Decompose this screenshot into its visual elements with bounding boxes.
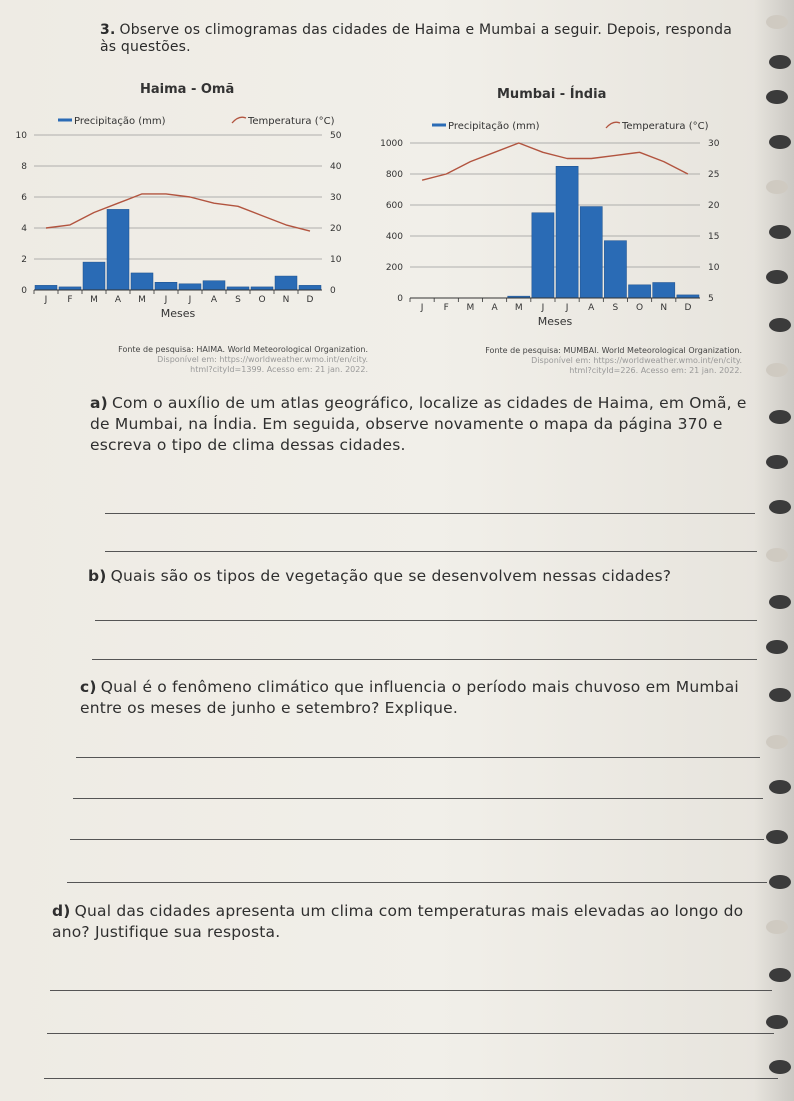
precip-tick-label: 8 (21, 162, 27, 172)
temp-line (422, 143, 688, 180)
temp-tick-label: 40 (330, 162, 342, 172)
temp-line (46, 194, 310, 231)
question-b-text: Quais são os tipos de vegetação que se desenvolvem nessas cidades? (110, 567, 672, 585)
binder-hole (769, 780, 791, 794)
precip-tick-label: 6 (21, 193, 27, 203)
legend-temp-swatch (232, 117, 246, 123)
temp-tick-label: 15 (708, 232, 720, 242)
month-label: O (636, 303, 644, 313)
chart-mumbai (372, 105, 750, 344)
precip-bar (155, 282, 177, 290)
binder-hole (769, 1060, 791, 1074)
month-label: N (660, 303, 668, 313)
exercise-intro (100, 22, 750, 56)
month-label: J (541, 303, 545, 313)
precip-bar (629, 285, 651, 298)
legend-temp-label: Temperatura (°C) (248, 116, 335, 127)
question-d-label: d) (52, 902, 71, 920)
exercise-instructions: Observe os climogramas das cidades de Haima e Mumbai a seguir. Depois, responda às questões. (100, 22, 732, 55)
precip-bar (83, 262, 105, 290)
temp-tick-label: 25 (708, 170, 720, 180)
precip-tick-label: 400 (385, 232, 403, 242)
precip-bar (107, 209, 129, 290)
source-haima-line3: html?cityId=1399. Acesso em: 21 jan. 2022. (190, 365, 368, 374)
temp-tick-label: 20 (330, 224, 342, 234)
month-label: N (282, 295, 290, 305)
precip-tick-label: 0 (21, 286, 27, 296)
precip-tick-label: 600 (385, 201, 403, 211)
question-a-label: a) (90, 394, 108, 412)
source-mumbai-line2: Disponível em: https://worldweather.wmo.int/en/city. (531, 356, 742, 365)
month-label: M (466, 303, 475, 313)
answer-line[interactable] (105, 513, 755, 514)
precip-tick-label: 4 (21, 224, 27, 234)
temp-tick-label: 10 (330, 255, 342, 265)
temp-tick-label: 50 (330, 131, 342, 141)
legend-precip-label: Precipitação (mm) (74, 116, 166, 127)
temp-tick-label: 0 (330, 286, 336, 296)
precip-bar (275, 276, 297, 290)
month-label: F (443, 303, 449, 313)
question-c (80, 677, 760, 719)
x-axis-title: Meses (537, 315, 573, 328)
month-label: O (258, 295, 266, 305)
month-label: D (684, 303, 692, 313)
question-b-label: b) (88, 567, 107, 585)
source-haima-line2: Disponível em: https://worldweather.wmo.int/en/city. (157, 355, 368, 364)
month-label: A (588, 303, 595, 313)
month-label: J (420, 303, 424, 313)
binder-hole (769, 410, 791, 424)
precip-bar (532, 213, 554, 298)
binder-hole (769, 875, 791, 889)
binder-hole (769, 135, 791, 149)
legend-precip-label: Precipitação (mm) (448, 121, 540, 132)
precip-bar (179, 284, 201, 290)
temp-tick-label: 30 (330, 193, 342, 203)
precip-bar (580, 207, 602, 298)
question-a-text: Com o auxílio de um atlas geográfico, localize as cidades de Haima, em Omã, e de Mumbai, na Índia. Em seguida, observe novamente o mapa da página 370 e escreva o tipo de clima dessas cidades. (90, 394, 747, 454)
question-d-text: Qual das cidades apresenta um clima com temperaturas mais elevadas ao longo do ano? Justifique sua resposta. (52, 902, 744, 941)
binder-hole (766, 548, 788, 562)
month-label: M (138, 295, 146, 305)
month-label: A (210, 295, 218, 305)
source-mumbai (380, 346, 742, 376)
source-haima-line1: Fonte de pesquisa: HAIMA. World Meteorological Organization. (118, 345, 368, 354)
month-label: F (67, 295, 73, 305)
binder-hole (766, 735, 788, 749)
binder-hole (766, 270, 788, 284)
answer-line[interactable] (70, 839, 764, 840)
binder-hole (766, 15, 788, 29)
precip-tick-label: 1000 (380, 139, 403, 149)
chart-haima (0, 100, 370, 344)
binder-hole (766, 180, 788, 194)
precip-bar (131, 273, 153, 290)
month-label: M (90, 295, 98, 305)
month-label: A (114, 295, 122, 305)
source-mumbai-line3: html?cityId=226. Acesso em: 21 jan. 2022. (569, 366, 742, 375)
month-label: S (235, 295, 241, 305)
answer-line[interactable] (92, 659, 757, 660)
binder-hole (769, 225, 791, 239)
answer-line[interactable] (44, 1078, 778, 1079)
precip-bar (35, 285, 57, 290)
exercise-number: 3. (100, 22, 116, 38)
temp-tick-label: 10 (708, 263, 720, 273)
precip-bar (203, 281, 225, 290)
month-label: M (514, 303, 523, 313)
precip-bar (604, 241, 626, 298)
x-axis-title: Meses (160, 307, 196, 320)
binder-hole (766, 363, 788, 377)
binder-hole (769, 688, 791, 702)
chart-title-haima: Haima - Omã (140, 82, 235, 97)
month-label: A (491, 303, 498, 313)
answer-line[interactable] (76, 757, 760, 758)
chart-mumbai-svg (372, 105, 750, 340)
chart-haima-svg (0, 100, 370, 340)
month-label: J (44, 295, 48, 305)
binder-hole (769, 595, 791, 609)
answer-line[interactable] (95, 620, 757, 621)
source-mumbai-line1: Fonte de pesquisa: MUMBAI. World Meteorological Organization. (485, 346, 742, 355)
month-label: D (306, 295, 314, 305)
answer-line[interactable] (105, 551, 757, 552)
binder-hole (766, 455, 788, 469)
answer-line[interactable] (73, 798, 763, 799)
precip-tick-label: 200 (385, 263, 403, 273)
month-label: J (565, 303, 569, 313)
binder-hole (769, 500, 791, 514)
month-label: J (164, 295, 168, 305)
month-label: J (188, 295, 192, 305)
precip-bar (653, 283, 675, 299)
precip-tick-label: 800 (385, 170, 403, 180)
precip-tick-label: 10 (15, 131, 27, 141)
answer-line[interactable] (50, 990, 772, 991)
legend-temp-swatch (606, 122, 620, 128)
binder-hole (766, 1015, 788, 1029)
binder-hole (766, 830, 788, 844)
binder-hole (769, 55, 791, 69)
month-label: S (612, 303, 619, 313)
temp-tick-label: 5 (708, 294, 714, 304)
temp-tick-label: 20 (708, 201, 720, 211)
answer-line[interactable] (47, 1033, 774, 1034)
temp-tick-label: 30 (708, 139, 720, 149)
answer-line[interactable] (67, 882, 767, 883)
binder-hole (769, 968, 791, 982)
precip-tick-label: 0 (397, 294, 403, 304)
question-c-text: Qual é o fenômeno climático que influencia o período mais chuvoso em Mumbai entre os meses de junho e setembro? Explique. (80, 678, 739, 717)
binder-hole (766, 90, 788, 104)
legend-temp-label: Temperatura (°C) (622, 121, 709, 132)
chart-title-mumbai: Mumbai - Índia (497, 87, 607, 102)
question-d (52, 901, 774, 943)
binder-hole (766, 640, 788, 654)
precip-bar (299, 285, 321, 290)
question-c-label: c) (80, 678, 97, 696)
precip-tick-label: 2 (21, 255, 27, 265)
question-b (88, 566, 758, 587)
source-haima (28, 345, 368, 375)
precip-bar (556, 166, 578, 298)
binder-hole (769, 318, 791, 332)
question-a (90, 393, 760, 456)
